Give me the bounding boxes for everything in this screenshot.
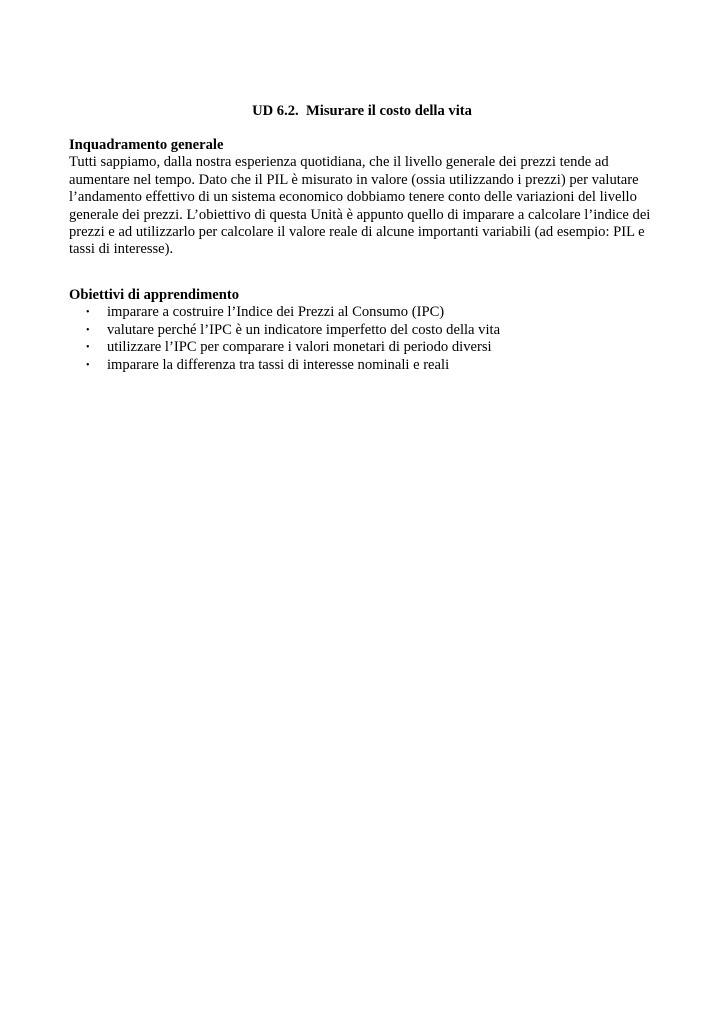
bullet-icon: •	[86, 359, 90, 371]
objective-text: valutare perché l’IPC è un indicatore imperfetto del costo della vita	[107, 321, 501, 338]
bullet-icon: •	[86, 307, 90, 319]
intro-heading: Inquadramento generale	[69, 137, 224, 153]
intro-paragraph: Tutti sappiamo, dalla nostra esperienza quotidiana, che il livello generale dei prezzi tende ad aumentare nel tempo. Dato che il PIL è misurato in valore (ossia utilizzando i prezzi) per valutare l’andamento effettivo di un sistema economico dobbiamo tenere conto delle variazioni del livello generale dei prezzi. L’obiettivo di questa Unità è appunto quello di imparare a calcolare l’indice dei prezzi e ad utilizzarlo per calcolare il valore reale di alcune importanti variabili (ad esempio: PIL e tassi di interesse).	[69, 154, 651, 258]
document-title: UD 6.2. Misurare il costo della vita	[252, 103, 472, 119]
objective-text: imparare la differenza tra tassi di interesse nominali e reali	[107, 356, 450, 373]
list-item	[69, 357, 669, 374]
intro-section	[69, 137, 669, 259]
objectives-list	[69, 304, 669, 374]
bullet-icon: •	[86, 324, 90, 336]
list-item	[69, 339, 669, 356]
objectives-section	[69, 287, 669, 374]
bullet-icon: •	[86, 342, 90, 354]
list-item	[69, 304, 669, 321]
objectives-heading: Obiettivi di apprendimento	[69, 287, 240, 303]
objective-text: utilizzare l’IPC per comparare i valori monetari di periodo diversi	[107, 339, 492, 356]
objective-text: imparare a costruire l’Indice dei Prezzi al Consumo (IPC)	[107, 304, 445, 321]
list-item	[69, 322, 669, 339]
